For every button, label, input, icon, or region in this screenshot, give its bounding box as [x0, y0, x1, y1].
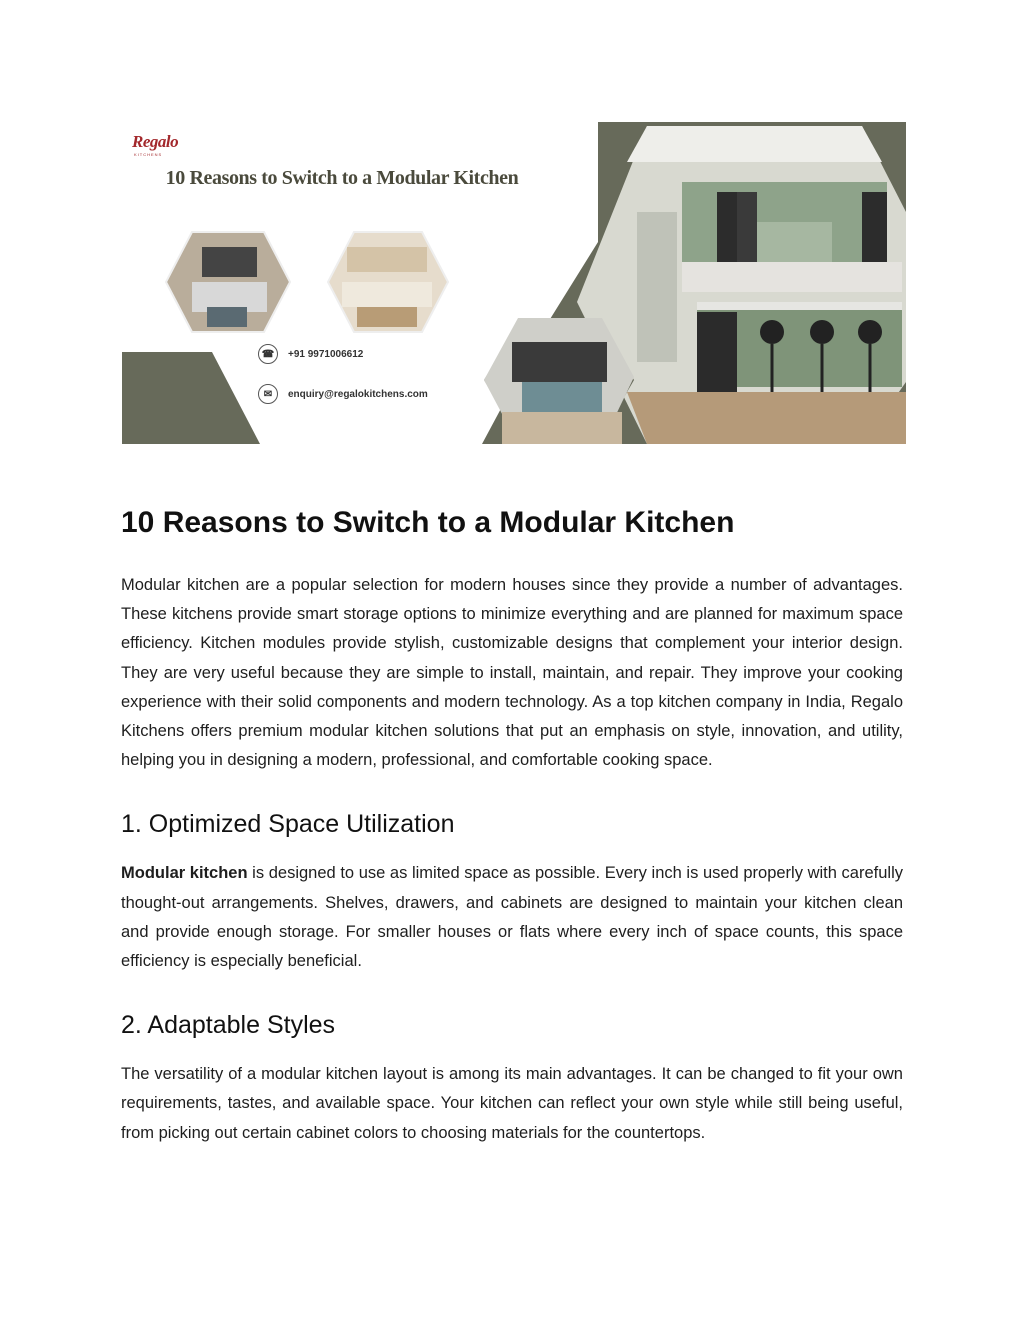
hero-banner-image — [122, 122, 906, 444]
section-paragraph-2 — [121, 1060, 903, 1148]
section-heading-2: 2. Adaptable Styles — [121, 1011, 336, 1040]
section-lead-1: Modular kitchen — [121, 864, 248, 883]
regalo-logo: Regalo — [132, 132, 179, 151]
banner-phone-row — [258, 344, 363, 364]
regalo-logo-sub: KITCHENS — [134, 152, 163, 157]
olive-shape-left — [122, 352, 260, 444]
banner-phone: +91 9971006612 — [288, 348, 364, 360]
phone-icon: ☎ — [258, 344, 278, 364]
banner-email: enquiry@regalokitchens.com — [288, 388, 428, 400]
section-text-2: The versatility of a modular kitchen layout is among its main advantages. It can be changed to fit your own requirements, tastes, and available space. Your kitchen can reflect your own style while still being useful, from picking out certain cabinet colors to choosing materials for the countertops. — [121, 1065, 903, 1142]
mail-icon: ✉ — [258, 384, 278, 404]
section-text-1: is designed to use as limited space as possible. Every inch is used properly with carefully thought-out arrangements. Shelves, drawers, and cabinets are designed to maintain your kitchen clean and provide enough storage. For smaller houses or flats where every inch of space counts, this space efficiency is especially beneficial. — [121, 864, 903, 971]
section-paragraph-1 — [121, 859, 903, 976]
intro-paragraph: Modular kitchen are a popular selection for modern houses since they provide a number of advantages. These kitchens provide smart storage options to minimize everything and are planned for maximum space efficiency. Kitchen modules provide stylish, customizable designs that complement your interior design. They are very useful because they are simple to install, maintain, and repair. They improve your cooking experience with their solid components and modern technology. As a top kitchen company in India, Regalo Kitchens offers premium modular kitchen solutions that put an emphasis on style, innovation, and utility, helping you in designing a modern, professional, and comfortable cooking space. — [121, 576, 903, 770]
article-body — [121, 500, 903, 1148]
article-title: 10 Reasons to Switch to a Modular Kitchen — [121, 506, 735, 539]
section-heading-1: 1. Optimized Space Utilization — [121, 810, 455, 839]
banner-title: 10 Reasons to Switch to a Modular Kitchen — [165, 167, 519, 189]
banner-email-row — [258, 384, 428, 404]
